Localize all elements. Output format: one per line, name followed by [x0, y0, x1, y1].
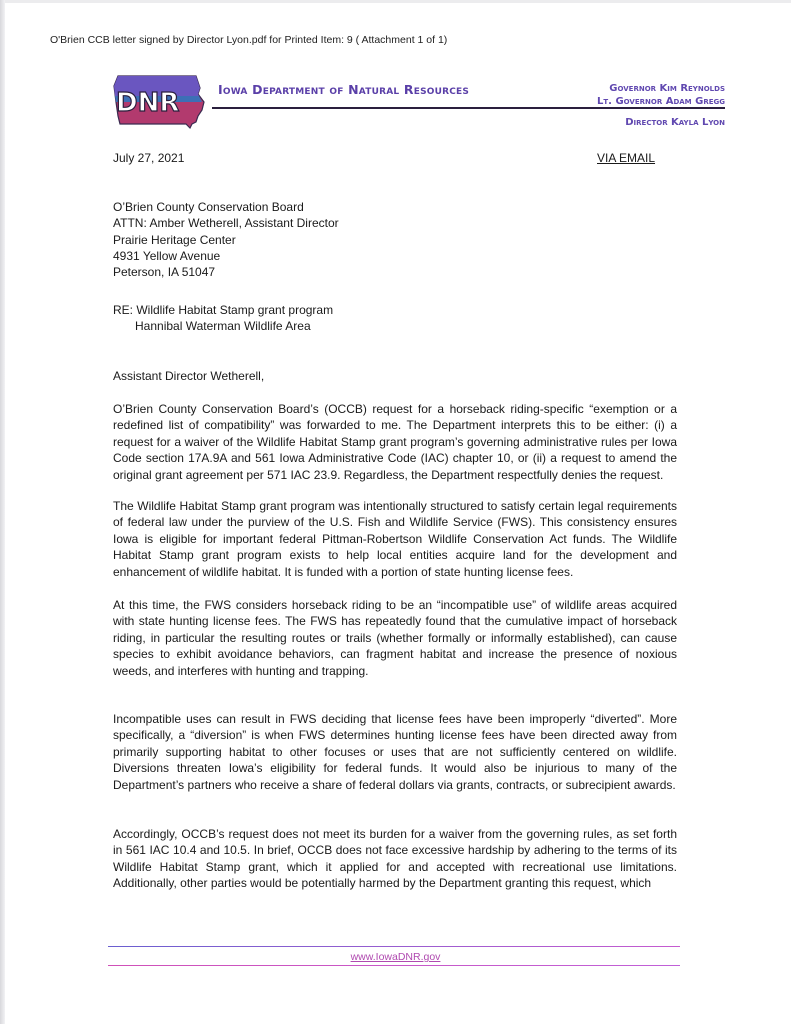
recipient-org: O’Brien County Conservation Board — [113, 200, 304, 214]
scan-top-edge — [0, 0, 791, 3]
subject-line — [113, 302, 333, 335]
lt-governor-name: Lt. Governor Adam Gregg — [597, 96, 725, 107]
recipient-attn: ATTN: Amber Wetherell, Assistant Director — [113, 216, 339, 231]
letter-date: July 27, 2021 — [113, 151, 185, 165]
recipient-address — [113, 199, 339, 280]
recipient-city: Peterson, IA 51047 — [113, 265, 216, 280]
recipient-building: Prairie Heritage Center — [113, 232, 236, 247]
svg-text:DNR: DNR — [116, 88, 180, 118]
body-paragraph: Accordingly, OCCB’s request does not meet its burden for a waiver from the governing rules, as set forth in 561 IAC 10.4 and 10.5. In brief, OCCB does not face excessive hardship by adhering to the terms of its Wildlife Habitat Stamp grant, which it applied for and accepted with recreational use limitations. Additionally, other parties would be potentially harmed by the Department granting this request, which — [113, 827, 677, 891]
body-paragraph: Incompatible uses can result in FWS deciding that license fees have been improperly “diverted”. More specifically, a “diversion” is when FWS determines hunting license fees have been directed away from primarily supporting habitat to other focuses or uses that are not sufficiently centered on wildlife. Diversions threaten Iowa’s eligibility for federal funds. It would also be injurious to many of the Department’s partners who receive a share of federal dollars via grants, contracts, or subrecipient awards. — [113, 712, 677, 792]
subject-line-1: RE: Wildlife Habitat Stamp grant program — [113, 303, 334, 317]
body-paragraph: At this time, the FWS considers horseback riding to be an “incompatible use” of wildlife areas acquired with state hunting license fees. The FWS has repeatedly found that the cumulative impact of horseback riding, in particular the resulting routes or trails (whether formally or informally established), can cause species to exhibit avoidance behaviors, can fragment habitat and increase the presence of noxious weeds, and interferes with hunting and trapping. — [113, 598, 677, 678]
scan-left-edge — [0, 0, 5, 1024]
footer-divider-bottom — [108, 965, 680, 966]
footer-divider-top — [108, 946, 680, 947]
salutation: Assistant Director Wetherell, — [113, 369, 265, 383]
agency-name: Iowa Department of Natural Resources — [218, 82, 470, 97]
recipient-street: 4931 Yellow Avenue — [113, 248, 221, 263]
body-paragraph: O’Brien County Conservation Board’s (OCCB) request for a horseback riding-specific “exemption or a redefined list of compatibility” was forwarded to me. The Department interprets this to be either: (i) a request for a waiver of the Wildlife Habitat Stamp grant program’s governing administrative rules per Iowa Code section 17A.9A and 561 Iowa Administrative Code (IAC) chapter 10, or (ii) a request to amend the original grant agreement per 571 IAC 23.9. Regardless, the Department respectfully denies the request. — [113, 402, 677, 482]
print-header: O'Brien CCB letter signed by Director Lyon.pdf for Printed Item: 9 ( Attachment 1 of 1) — [50, 34, 448, 46]
delivery-method: VIA EMAIL — [597, 151, 656, 165]
subject-line-2: Hannibal Waterman Wildlife Area — [135, 319, 311, 334]
footer-website-link[interactable]: www.IowaDNR.gov — [350, 951, 441, 963]
iowa-state-map-icon — [112, 72, 207, 130]
dnr-logo — [112, 72, 207, 130]
governor-name: Governor Kim Reynolds — [609, 83, 725, 94]
body-paragraph: The Wildlife Habitat Stamp grant program was intentionally structured to satisfy certain legal requirements of federal law under the purview of the U.S. Fish and Wildlife Service (FWS). This consistency ensures Iowa is eligible for important federal Pittman-Robertson Wildlife Conservation Act funds. The Wildlife Habitat Stamp grant program exists to help local entities acquire land for the development and enhancement of wildlife habitat. It is funded with a portion of state hunting license fees. — [113, 499, 677, 579]
header-divider — [212, 107, 725, 109]
director-name: Director Kayla Lyon — [625, 117, 725, 128]
